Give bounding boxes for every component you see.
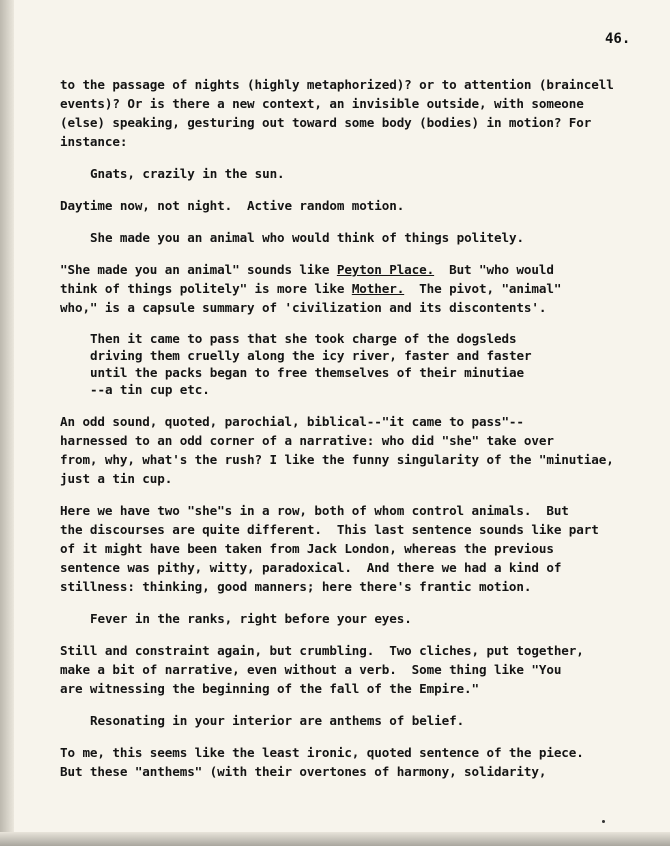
text-line bbox=[60, 281, 561, 296]
quoted-line: She made you an animal who would think of things politely. bbox=[90, 230, 524, 245]
text-line: Here we have two "she"s in a row, both of whom control animals. But bbox=[60, 503, 569, 518]
text-line: the discourses are quite different. This last sentence sounds like part bbox=[60, 522, 599, 537]
text-line: who," is a capsule summary of 'civilization and its discontents'. bbox=[60, 300, 547, 315]
text-line: But these "anthems" (with their overtones of harmony, solidarity, bbox=[60, 764, 547, 779]
text-line: To me, this seems like the least ironic, quoted sentence of the piece. bbox=[60, 745, 584, 760]
text-line: sentence was pithy, witty, paradoxical. And there we had a kind of bbox=[60, 560, 562, 575]
text-line: Still and constraint again, but crumbling. Two cliches, put together, bbox=[60, 643, 584, 658]
underlined-title: Mother. bbox=[351, 281, 405, 296]
quoted-line: Gnats, crazily in the sun. bbox=[90, 166, 285, 181]
text-line: are witnessing the beginning of the fall of the Empire." bbox=[60, 681, 479, 696]
text-line: just a tin cup. bbox=[60, 471, 173, 486]
text-span: But "who would bbox=[434, 262, 554, 277]
text-line: to the passage of nights (highly metaphorized)? or to attention (braincell bbox=[60, 77, 614, 92]
quoted-line: Resonating in your interior are anthems of belief. bbox=[90, 713, 465, 728]
quoted-line: Fever in the ranks, right before your eyes. bbox=[90, 611, 412, 626]
text-line: of it might have been taken from Jack London, whereas the previous bbox=[60, 541, 554, 556]
binding-edge bbox=[0, 0, 14, 846]
quoted-line: Then it came to pass that she took charge of the dogsleds bbox=[90, 331, 517, 346]
text-line: from, why, what's the rush? I like the funny singularity of the "minutiae, bbox=[60, 452, 614, 467]
text-line: events)? Or is there a new context, an invisible outside, with someone bbox=[60, 96, 584, 111]
text-line: stillness: thinking, good manners; here there's frantic motion. bbox=[60, 579, 532, 594]
text-line: Daytime now, not night. Active random motion. bbox=[60, 198, 405, 213]
quoted-line: --a tin cup etc. bbox=[90, 382, 210, 397]
page-bottom-edge bbox=[0, 832, 670, 846]
quoted-line: until the packs began to free themselves of their minutiae bbox=[90, 365, 524, 380]
page-number: 46. bbox=[605, 31, 631, 47]
text-line: instance: bbox=[60, 134, 128, 149]
text-span: "She made you an animal" sounds like bbox=[60, 262, 337, 277]
text-span: think of things politely" is more like bbox=[60, 281, 352, 296]
text-line: (else) speaking, gesturing out toward some body (bodies) in motion? For bbox=[60, 115, 592, 130]
underlined-title: Peyton Place. bbox=[336, 262, 435, 277]
text-line: harnessed to an odd corner of a narrative: who did "she" take over bbox=[60, 433, 554, 448]
text-line: make a bit of narrative, even without a verb. Some thing like "You bbox=[60, 662, 562, 677]
quoted-line: driving them cruelly along the icy river, faster and faster bbox=[90, 348, 532, 363]
text-span: The pivot, "animal" bbox=[404, 281, 562, 296]
text-line bbox=[60, 262, 554, 277]
text-line: An odd sound, quoted, parochial, biblical--"it came to pass"-- bbox=[60, 414, 524, 429]
ink-speck bbox=[602, 820, 605, 823]
